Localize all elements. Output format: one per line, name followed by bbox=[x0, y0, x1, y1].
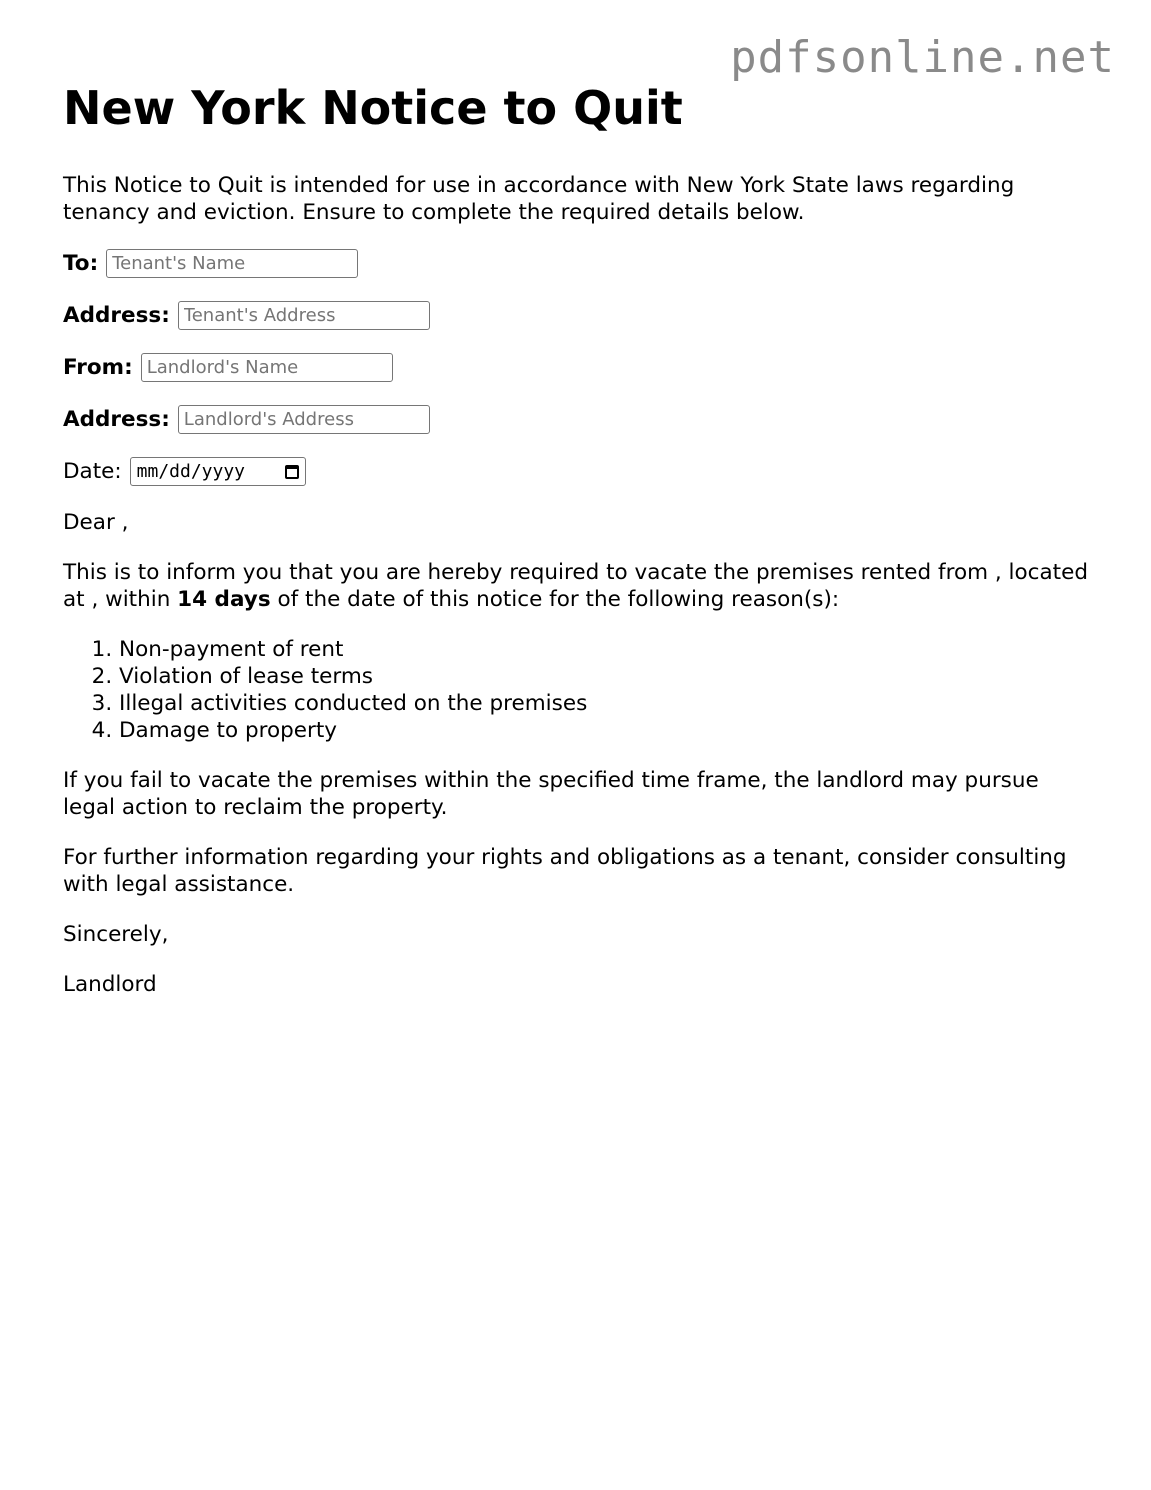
notice-document bbox=[63, 80, 1093, 1021]
further-info-paragraph: For further information regarding your rights and obligations as a tenant, consider consulting with legal assistance. bbox=[63, 845, 1067, 897]
notice-body-part2: of the date of this notice for the following reason(s): bbox=[270, 587, 840, 612]
tenant-address-input[interactable] bbox=[178, 301, 430, 330]
tenant-name-input[interactable] bbox=[106, 249, 358, 278]
list-item: 3. Illegal activities conducted on the premises bbox=[119, 690, 1093, 717]
list-item: 4. Damage to property bbox=[119, 717, 1093, 744]
landlord-address-row bbox=[63, 405, 1093, 434]
calendar-icon[interactable] bbox=[285, 465, 299, 479]
greeting: Dear , bbox=[63, 510, 129, 535]
tenant-address-label: Address: bbox=[63, 303, 170, 328]
date-input[interactable] bbox=[130, 457, 306, 486]
notice-body bbox=[63, 559, 1093, 613]
list-item: 1. Non-payment of rent bbox=[119, 636, 1093, 663]
to-field-row bbox=[63, 249, 1093, 278]
date-field-row bbox=[63, 457, 1093, 486]
tenant-address-row bbox=[63, 301, 1093, 330]
list-item: 2. Violation of lease terms bbox=[119, 663, 1093, 690]
closing: Sincerely, bbox=[63, 922, 169, 947]
signature: Landlord bbox=[63, 972, 157, 997]
landlord-name-input[interactable] bbox=[141, 353, 393, 382]
watermark: pdfsonline.net bbox=[730, 32, 1115, 83]
page-title: New York Notice to Quit bbox=[63, 81, 683, 135]
landlord-address-input[interactable] bbox=[178, 405, 430, 434]
from-field-row bbox=[63, 353, 1093, 382]
warning-paragraph: If you fail to vacate the premises within the specified time frame, the landlord may pursue legal action to reclaim the property. bbox=[63, 768, 1039, 820]
reasons-list bbox=[63, 636, 1093, 744]
date-label: Date: bbox=[63, 459, 122, 484]
intro-paragraph: This Notice to Quit is intended for use in accordance with New York State laws regarding tenancy and eviction. Ensure to complete the required details below. bbox=[63, 173, 1015, 225]
date-placeholder: mm/dd/yyyy bbox=[136, 461, 246, 482]
from-label: From: bbox=[63, 355, 133, 380]
landlord-address-label: Address: bbox=[63, 407, 170, 432]
to-label: To: bbox=[63, 251, 99, 276]
notice-period: 14 days bbox=[177, 587, 271, 612]
notice-body-part1: This is to inform you that you are hereby required to vacate the premises rented from , located at , within bbox=[63, 560, 1088, 612]
